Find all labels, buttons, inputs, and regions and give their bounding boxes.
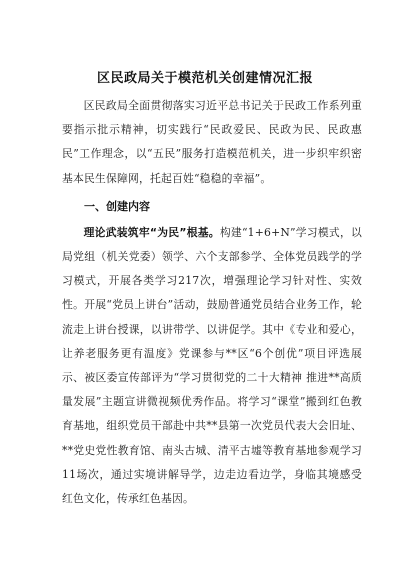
document-title: 区民政局关于模范机关创建情况汇报 (96, 71, 313, 86)
section-heading: 一、创建内容 (84, 199, 150, 213)
document-body (62, 94, 362, 511)
intro-paragraph: 区民政局全面贯彻落实习近平总书记关于民政工作系列重要指示批示精神，切实践行“民政爱民、民政为民、民政惠民”工作理念，以“五民”服务打造模范机关，进一步织牢织密基本民生保障网，托起百姓“稳稳的幸福”。 (62, 99, 362, 185)
paragraph-lead: 理论武装筑牢“为民”根基。 (83, 225, 220, 239)
section-paragraph (62, 221, 362, 511)
paragraph-body: 构建“1+6+N”学习模式，以局党组（机关党委）领学、六个支部参学、全体党员践学的学习模式，开展各类学习217次，增强理论学习针对性、实效性。开展“党员上讲台”活动，鼓励普通党员结合业务工作，轮流走上讲台授课，以讲带学、以讲促学。其中《专业和爱心，让养老服务更有温度》党课参与**区“6个创优”项目评选展示、被区委宣传部评为“学习贯彻党的二十大精神 推进**高质量发展”主题宣讲微视频优秀作品。将学习“课堂”搬到红色教育基地，组织党员干部赴中共**县第一次党员代表大会旧址、**党史党性教育馆、南头古城、清平古墟等教育基地参观学习11场次，通过实境讲解导学，边走边看边学，身临其境感受红色文化，传承红色基因。 (62, 225, 362, 506)
